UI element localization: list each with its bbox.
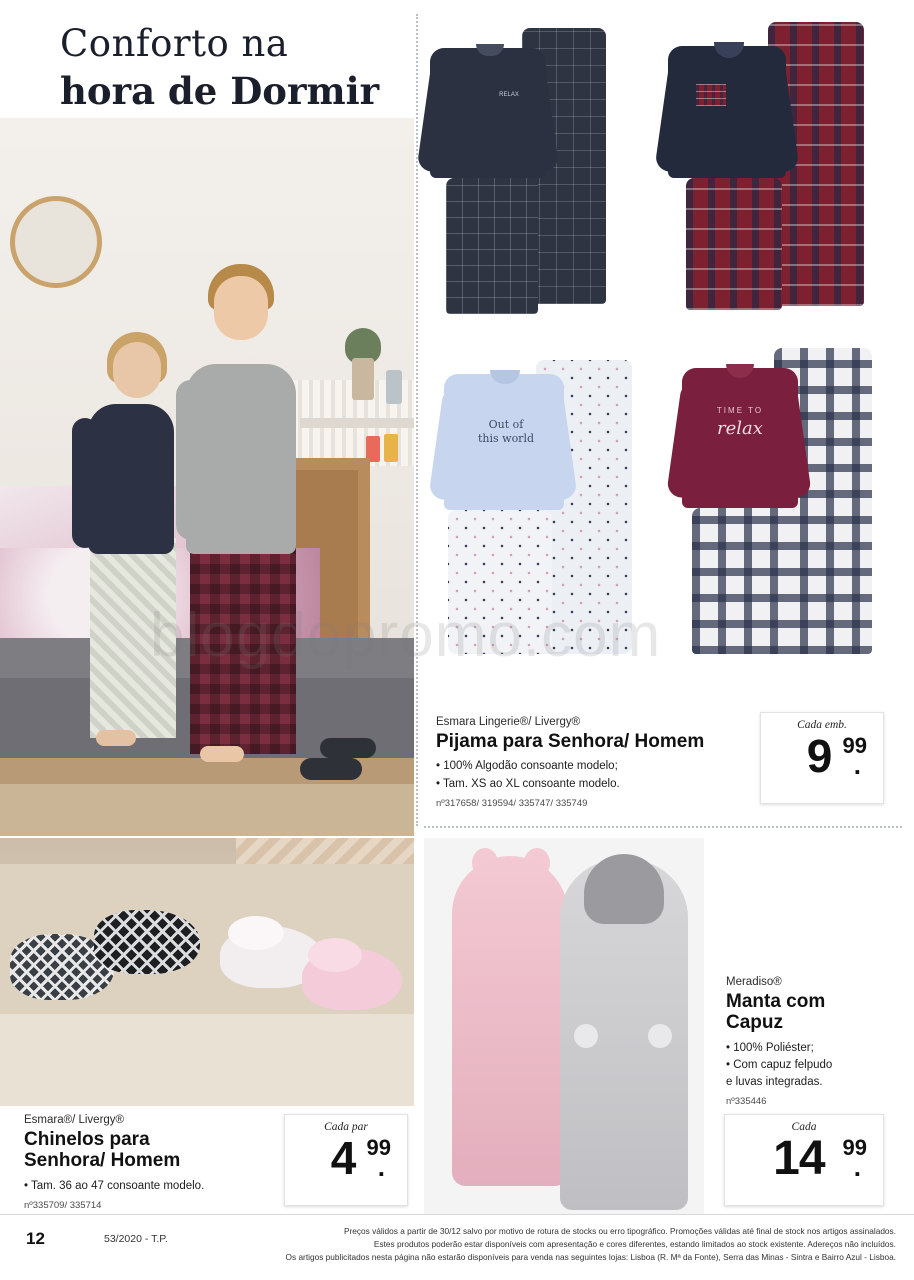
- blanket-pink: [452, 856, 568, 1186]
- legal-line: Preços válidos a partir de 30/12 salvo por motivo de rotura de stocks ou erro tipográfico. Promoções válidas até final de stock nos artigos assinalados.: [343, 1226, 896, 1236]
- price-decimals-manta: 99: [842, 1135, 867, 1160]
- product-brand-chinelos: Esmara®/ Livergy®: [24, 1114, 125, 1126]
- pyjama-set-men-navy: [424, 14, 662, 314]
- price-integer-chinelos: 4: [330, 1132, 356, 1184]
- product-artno-chinelos: nº335709/ 335714: [24, 1199, 102, 1211]
- woman-pyjama-top: [88, 404, 174, 554]
- headline-line-1: Conforto na: [60, 22, 289, 65]
- price-dot-pijama: .: [853, 750, 861, 780]
- page-headline: [60, 22, 460, 113]
- bullet-item: • Tam. XS ao XL consoante modelo.: [436, 777, 620, 790]
- price-dot-chinelos: .: [377, 1152, 385, 1182]
- price-caption-chinelos: Cada par: [324, 1121, 368, 1133]
- product-artno-manta: nº335446: [726, 1096, 767, 1108]
- mirror-prop: [10, 196, 102, 288]
- bullet-item: • Com capuz felpudo: [726, 1058, 833, 1071]
- price-caption-manta: Cada: [791, 1121, 817, 1133]
- garment-print-out-of: Out of: [488, 418, 524, 431]
- pyjama-product-images: [424, 14, 902, 704]
- product-artno-pijama: nº317658/ 319594/ 335747/ 335749: [436, 797, 588, 809]
- product-bullets-pijama: [436, 758, 766, 793]
- garment-print-relax-script: relax: [717, 418, 763, 439]
- legal-line: Estes produtos poderão estar disponíveis com apresentação e cores diferentes, estando limitados ao stock existente. Adereços não incluídos.: [373, 1238, 896, 1249]
- product-title-manta-line1: Manta com: [726, 991, 826, 1012]
- garment-chest-pocket: [696, 84, 726, 106]
- price-dot-manta: .: [853, 1152, 861, 1182]
- product-info-chinelos: [24, 1114, 280, 1211]
- hooded-blanket-photo: [424, 838, 704, 1236]
- price-decimals-pijama: 99: [842, 733, 867, 758]
- pyjama-set-women-blue: [434, 332, 674, 662]
- lifestyle-photo-couple: [0, 118, 414, 836]
- page-footer: [0, 1214, 914, 1280]
- product-info-manta: [726, 976, 902, 1107]
- bullet-item: • 100% Algodão consoante modelo;: [436, 760, 618, 773]
- product-title-pijama: Pijama para Senhora/ Homem: [436, 731, 705, 752]
- divider-horizontal: [424, 826, 902, 828]
- price-box-manta: [724, 1114, 884, 1206]
- woman-face: [113, 342, 161, 398]
- bullet-item: • 100% Poliéster;: [726, 1041, 814, 1054]
- product-bullets-manta: [726, 1040, 902, 1092]
- product-title-chinelos-line2: Senhora/ Homem: [24, 1150, 181, 1172]
- woman-pyjama-pants: [90, 538, 176, 738]
- price-caption-pijama: Cada emb.: [797, 719, 847, 731]
- product-brand-pijama: Esmara Lingerie®/ Livergy®: [436, 716, 581, 728]
- price-integer-manta: 14: [773, 1132, 825, 1185]
- slippers-photo: [0, 838, 414, 1106]
- legal-line: Os artigos publicitados nesta página não estarão disponíveis para venda nas seguintes lojas: Lisboa (R. Mª da Fonte), Serra das Minas - Sintra e Bairro Azul - Lisboa.: [285, 1251, 896, 1262]
- slipper-black-nordic: [94, 910, 200, 974]
- divider-vertical: [416, 14, 418, 826]
- issue-code: 53/2020 - T.P.: [104, 1233, 168, 1245]
- garment-print-this-world: this world: [477, 432, 535, 445]
- garment-print-time-to: TIME TO: [716, 406, 764, 415]
- product-bullets-chinelos: [24, 1178, 280, 1195]
- bullet-item: e luvas integradas.: [726, 1076, 823, 1089]
- price-box-chinelos: [284, 1114, 408, 1206]
- legal-text: [270, 1225, 896, 1264]
- product-title-chinelos-line1: Chinelos para: [24, 1129, 150, 1150]
- product-brand-manta: Meradiso®: [726, 976, 782, 988]
- garment-print-relax: RELAX: [499, 92, 519, 98]
- product-title-manta-line2: Capuz: [726, 1012, 783, 1034]
- product-info-pijama: [436, 716, 766, 809]
- man-face: [214, 276, 268, 340]
- price-box-pijama: [760, 712, 884, 804]
- bullet-item: • Tam. 36 ao 47 consoante modelo.: [24, 1179, 205, 1192]
- pyjama-set-women-berry: [674, 332, 902, 662]
- price-decimals-chinelos: 99: [366, 1135, 391, 1160]
- page-number: 12: [26, 1229, 45, 1248]
- price-integer-pijama: 9: [806, 730, 832, 782]
- pyjama-set-men-red-check: [662, 14, 902, 314]
- headline-line-2: hora de Dormir: [60, 69, 380, 113]
- man-pyjama-pants: [190, 544, 296, 754]
